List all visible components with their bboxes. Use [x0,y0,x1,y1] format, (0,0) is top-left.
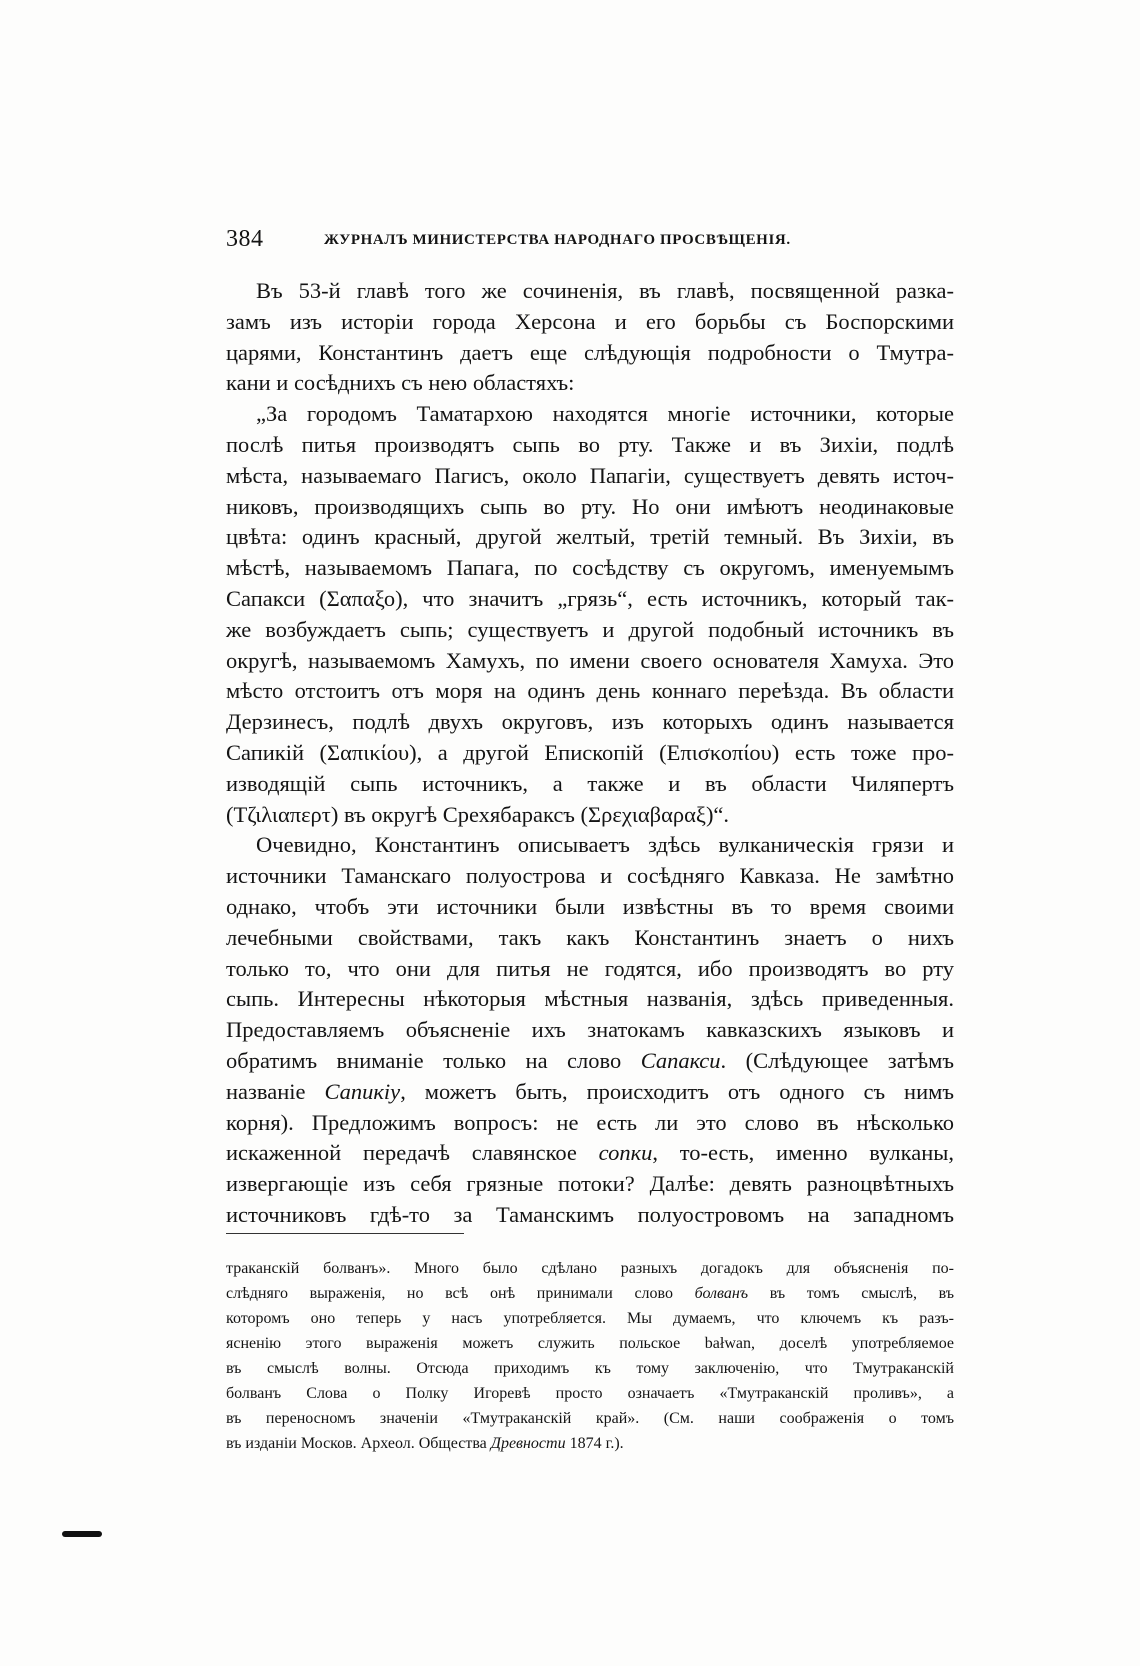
text-line [226,1138,954,1169]
main-text [226,276,954,1231]
text-line: корня). Предложимъ вопросъ: не есть ли это слово въ нѣсколько [226,1109,954,1135]
paragraph-quote [226,399,954,830]
scan-artifact-mark [62,1531,102,1537]
text-line: мѣста, называемаго Пагисъ, около Папагіи, существуетъ девять источ- [226,462,954,488]
text-line: однако, чтобъ эти источники были извѣстны въ то время своими [226,893,954,919]
text-line [226,1046,954,1077]
text-segment: . (Слѣдующее затѣмъ [720,1047,955,1073]
text-segment: , то-есть, именно вулканы, [652,1140,955,1166]
text-line: Сапикій (Σαπικίου), а другой Епископій (Επισκοπίου) есть тоже про- [226,739,954,765]
footnote [226,1256,954,1456]
journal-title: ЖУРНАЛЪ МИНИСТЕРСТВА НАРОДНАГО ПРОСВѢЩЕНІЯ. [324,232,791,248]
page-number: 384 [226,226,264,252]
running-head [226,226,946,256]
text-line [226,1077,954,1108]
text-line: замъ изъ исторіи города Херсона и его борьбы съ Боспорскими [226,308,954,334]
text-line: (Τζιλιαπερτ) въ округѣ Срехябараксъ (Σρεχιαβαραξ)“. [226,801,730,827]
text-segment: искаженной передачѣ славянское [226,1140,577,1166]
footnote-line: которомъ оно теперь у насъ употребляется. Мы думаемъ, что ключемъ къ разъ- [226,1310,954,1327]
italic-word: сопки [598,1140,653,1166]
text-segment: слѣдняго выраженія, но всѣ онѣ принимали слово [226,1285,673,1302]
text-line: только то, что они для питья не годятся, ибо производятъ во рту [226,955,954,981]
text-segment: 1874 г.). [569,1435,624,1452]
text-segment: названіе [226,1078,306,1104]
text-line: „За городомъ Таматархою находятся многіе источники, которые [256,401,954,427]
paragraph-3 [226,830,954,1230]
text-line: извергающіе изъ себя грязные потоки? Далѣе: девять разноцвѣтныхъ [226,1171,954,1197]
text-line: изводящій сыпь источникъ, а также и въ области Чиляпертъ [226,770,954,796]
text-line: цвѣта: одинъ красный, другой желтый, третій темный. Въ Зихіи, въ [226,524,954,550]
text-line: Предоставляемъ объясненіе ихъ знатокамъ кавказскихъ языковъ и [226,1017,954,1043]
footnote-divider [226,1233,464,1234]
footnote-line: траканскій болванъ». Много было сдѣлано разныхъ догадокъ для объясненія по- [226,1260,954,1277]
text-segment: обратимъ вниманіе только на слово [226,1047,622,1073]
text-line: Дерзинесъ, подлѣ двухъ округовъ, изъ которыхъ одинъ называется [226,709,954,735]
text-line: царями, Константинъ даетъ еще слѣдующія подробности о Тмутра- [226,339,954,365]
footnote-line: въ смыслѣ волны. Отсюда приходимъ къ тому заключенію, что Тмутраканскій [226,1360,954,1377]
footnote-line: въ переносномъ значеніи «Тмутраканскій край». (См. наши соображенія о томъ [226,1410,954,1427]
text-segment: , можетъ быть, происходитъ отъ одного съ нимъ [400,1078,955,1104]
text-line: Очевидно, Константинъ описываетъ здѣсь вулканическія грязи и [256,832,954,858]
italic-word: Древности [490,1435,566,1452]
text-segment: въ изданіи Москов. Археол. Общества [226,1435,487,1452]
footnote-line: ясненію этого выраженія можетъ служить польское bałwan, доселѣ употребляемое [226,1335,954,1352]
text-line: никовъ, производящихъ сыпь во рту. Но они имѣютъ неодинаковые [226,493,954,519]
footnote-line: болванъ Слова о Полку Игоревѣ просто означаетъ «Тмутраканскій проливъ», а [226,1385,954,1402]
text-line: источники Таманскаго полуострова и сосѣдняго Кавказа. Не замѣтно [226,863,954,889]
italic-word: Сапакси [640,1047,721,1073]
text-line: округѣ, называемомъ Хамухъ, по имени своего основателя Хамуха. Это [226,647,954,673]
footnote-line [226,1281,954,1306]
text-line: лечебными свойствами, такъ какъ Константинъ знаетъ о нихъ [226,924,954,950]
text-line: послѣ питья производятъ сыпь во рту. Также и въ Зихіи, подлѣ [226,431,954,457]
text-segment: въ томъ смыслѣ, въ [769,1285,955,1302]
text-line: мѣстѣ, называемомъ Папага, по сосѣдству съ округомъ, именуемымъ [226,555,954,581]
text-line: источниковъ гдѣ-то за Таманскимъ полуостровомъ на западномъ [226,1201,954,1227]
text-line: Сапакси (Σαπαξο), что значитъ „грязь“, есть источникъ, который так- [226,585,954,611]
text-line: сыпь. Интересны нѣкоторыя мѣстныя названія, здѣсь приведенныя. [226,986,954,1012]
text-line: же возбуждаетъ сыпь; существуетъ и другой подобный источникъ въ [226,616,954,642]
italic-word: болванъ [694,1285,749,1302]
text-line: кани и сосѣднихъ съ нею областяхъ: [226,370,575,396]
italic-word: Сапикіу [324,1078,401,1104]
paragraph-1 [226,276,954,399]
footnote-line [226,1431,954,1456]
text-line: Въ 53-й главѣ того же сочиненія, въ главѣ, посвященной разка- [256,278,954,303]
text-line: мѣсто отстоитъ отъ моря на одинъ день коннаго переѣзда. Въ области [226,678,954,704]
